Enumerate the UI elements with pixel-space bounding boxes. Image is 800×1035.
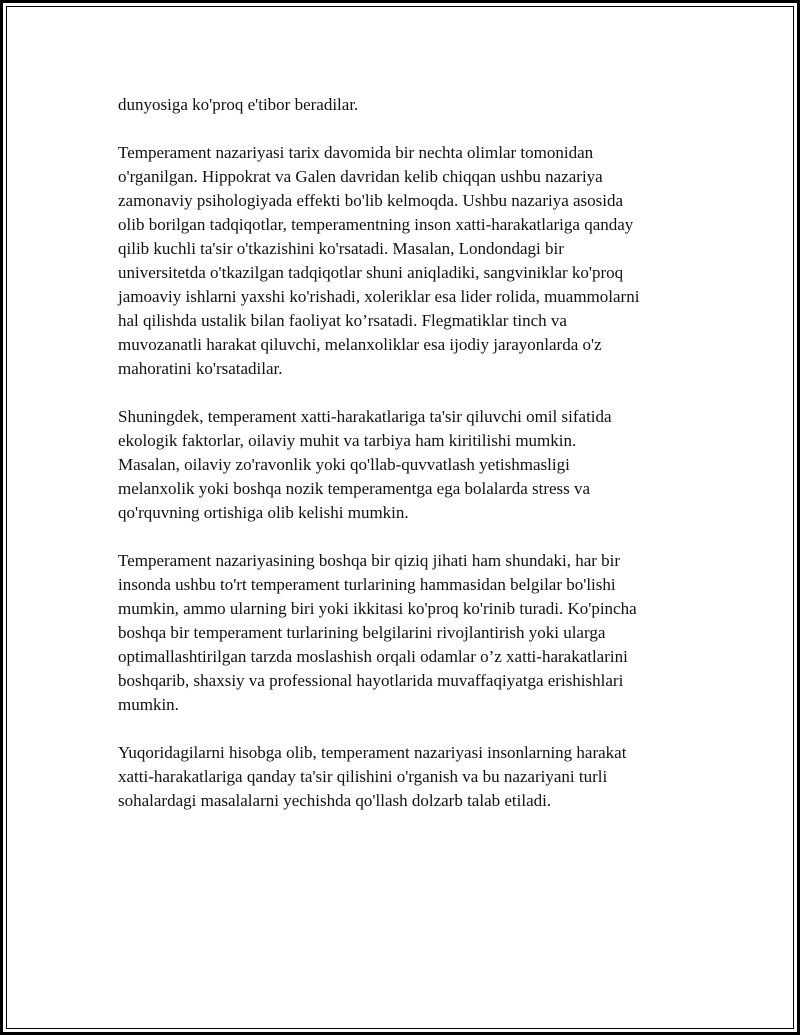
text-line: jamoaviy ishlarni yaxshi ko'rishadi, xoleriklar esa lider rolida, muammolarni: [118, 287, 640, 306]
text-line: Temperament nazariyasi tarix davomida bir nechta olimlar tomonidan: [118, 143, 594, 162]
text-line: qo'rquvning ortishiga olib kelishi mumkin.: [118, 503, 409, 522]
text-line: olib borilgan tadqiqotlar, temperamentning inson xatti-harakatlariga qanday: [118, 215, 634, 234]
text-line: Shuningdek, temperament xatti-harakatlariga ta'sir qiluvchi omil sifatida: [118, 407, 612, 426]
text-line: insonda ushbu to'rt temperament turlarining hammasidan belgilar bo'lishi: [118, 575, 616, 594]
text-line: universitetda o'tkazilgan tadqiqotlar shuni aniqladiki, sangviniklar ko'proq: [118, 263, 624, 282]
text-line: sohalardagi masalalarni yechishda qo'llash dolzarb talab etiladi.: [118, 791, 552, 810]
text-line: boshqarib, shaxsiy va professional hayotlarida muvaffaqiyatga erishishlari: [118, 671, 624, 690]
text-line: boshqa bir temperament turlarining belgilarini rivojlantirish yoki ularga: [118, 623, 606, 642]
text-line: hal qilishda ustalik bilan faoliyat ko’rsatadi. Flegmatiklar tinch va: [118, 311, 567, 330]
text-line: ekologik faktorlar, oilaviy muhit va tarbiya ham kiritilishi mumkin.: [118, 431, 577, 450]
paragraph: [118, 405, 738, 525]
text-line: muvozanatli harakat qiluvchi, melanxoliklar esa ijodiy jarayonlarda o'z: [118, 335, 602, 354]
text-line: melanxolik yoki boshqa nozik temperamentga ega bolalarda stress va: [118, 479, 591, 498]
text-line: Temperament nazariyasining boshqa bir qiziq jihati ham shundaki, har bir: [118, 551, 621, 570]
text-line: Masalan, oilaviy zo'ravonlik yoki qo'llab-quvvatlash yetishmasligi: [118, 455, 570, 474]
text-line: mumkin, ammo ularning biri yoki ikkitasi ko'proq ko'rinib turadi. Ko'pincha: [118, 599, 637, 618]
text-line: Yuqoridagilarni hisobga olib, temperament nazariyasi insonlarning harakat: [118, 743, 627, 762]
text-line: zamonaviy psihologiyada effekti bo'lib kelmoqda. Ushbu nazariya asosida: [118, 191, 624, 210]
text-line: dunyosiga ko'proq e'tibor beradilar.: [118, 95, 359, 114]
paragraph: [118, 93, 738, 117]
paragraph: [118, 741, 738, 813]
text-line: optimallashtirilgan tarzda moslashish orqali odamlar o’z xatti-harakatlarini: [118, 647, 628, 666]
text-line: qilib kuchli ta'sir o'tkazishini ko'rsatadi. Masalan, Londondagi bir: [118, 239, 564, 258]
text-line: mumkin.: [118, 695, 179, 714]
text-line: o'rganilgan. Hippokrat va Galen davridan kelib chiqqan ushbu nazariya: [118, 167, 603, 186]
paragraph: [118, 141, 738, 381]
document-body: [118, 93, 738, 837]
paragraph: [118, 549, 738, 717]
text-line: xatti-harakatlariga qanday ta'sir qilishini o'rganish va bu nazariyani turli: [118, 767, 608, 786]
text-line: mahoratini ko'rsatadilar.: [118, 359, 283, 378]
